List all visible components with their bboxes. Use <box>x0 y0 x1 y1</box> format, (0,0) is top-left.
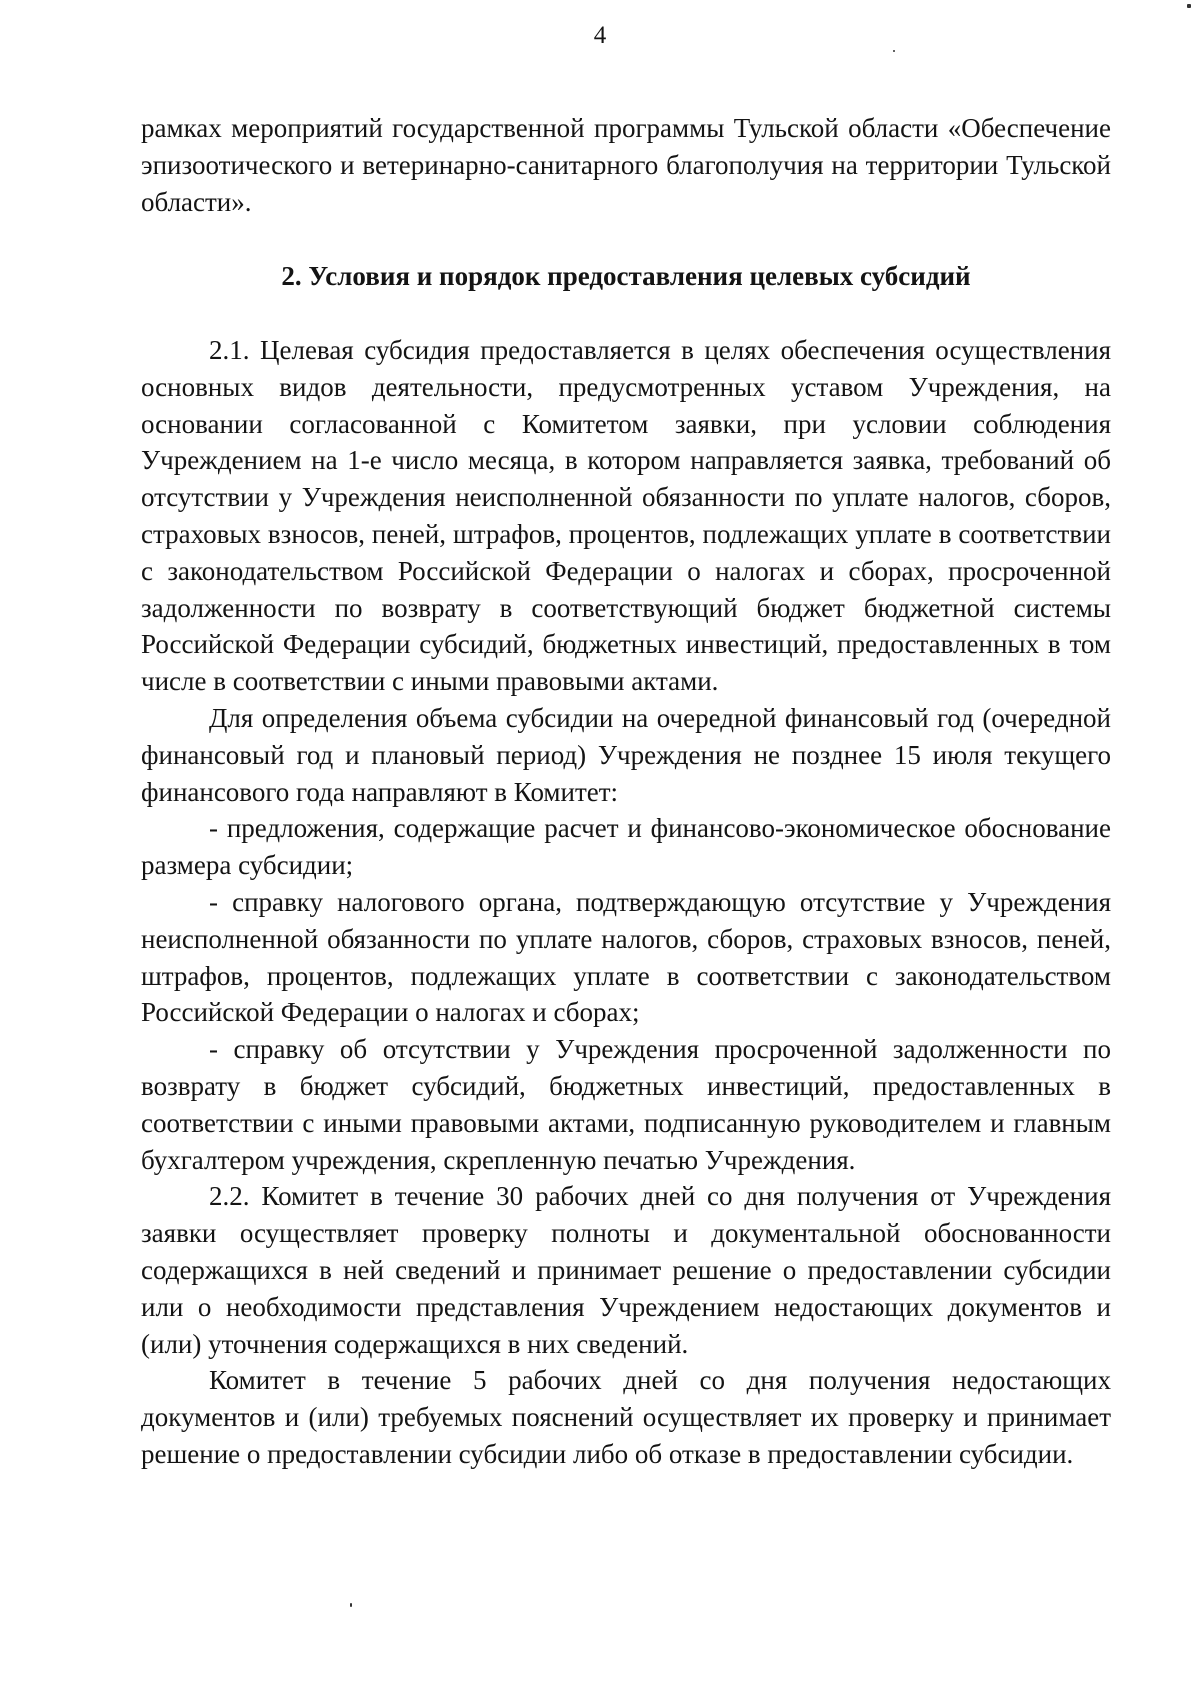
intro-paragraph <box>141 110 1111 220</box>
list-item-debt-certificate: - справку об отсутствии у Учреждения просроченной задолженности по возврату в бюджет субсидий, бюджетных инвестиций, предоставленных в соответствии с иными правовыми актами, подписанную руководителем и главным бухгалтером учреждения, скрепленную печатью Учреждения. <box>141 1034 1111 1175</box>
list-item-proposals: - предложения, содержащие расчет и финансово-экономическое обоснование размера субсидии; <box>141 813 1111 881</box>
paragraph-2-2: 2.2. Комитет в течение 30 рабочих дней со дня получения от Учреждения заявки осуществляет проверку полноты и документальной обоснованности содержащихся в ней сведений и принимает решение о предоставлении субсидии или о необходимости представления Учреждением недостающих документов и (или) уточнения содержащихся в них сведений. <box>141 1181 1111 1359</box>
page-number: 4 <box>593 22 607 49</box>
scan-speck <box>893 50 895 52</box>
section-heading: 2. Условия и порядок предоставления целевых субсидий <box>281 261 971 291</box>
scan-speck <box>1187 4 1191 8</box>
list-item-tax-certificate: - справку налогового органа, подтверждающую отсутствие у Учреждения неисполненной обязанности по уплате налогов, сборов, страховых взносов, пеней, штрафов, процентов, подлежащих уплате в соответствии с законодательством Российской Федерации о налогах и сборах; <box>141 886 1111 1028</box>
paragraph-2-1: 2.1. Целевая субсидия предоставляется в целях обеспечения осуществления основных видов деятельности, предусмотренных уставом Учреждения, на основании согласованной с Комитетом заявки, при условии соблюдения Учреждением на 1-е число месяца, в котором направляется заявка, требований об отсутствии у Учреждения неисполненной обязанности по уплате налогов, сборов, страховых взносов, пеней, штрафов, процентов, подлежащих уплате в соответствии с законодательством Российской Федерации о налогах и сборах, просроченной задолженности по возврату в соответствующий бюджет бюджетной системы Российской Федерации субсидий, бюджетных инвестиций, предоставленных в том числе в соответствии с иными правовыми актами. <box>141 335 1111 697</box>
scan-speck <box>350 1603 352 1607</box>
paragraph-subsidy-volume: Для определения объема субсидии на очередной финансовый год (очередной финансовый год и плановый период) Учреждения не позднее 15 июля текущего финансового года направляют в Комитет: <box>141 702 1111 807</box>
intro-text: рамках мероприятий государственной программы Тульской области «Обеспечение эпизоотического и ветеринарно-санитарного благополучия на территории Тульской области». <box>141 113 1111 217</box>
section-body <box>141 332 1111 1473</box>
paragraph-committee-review: Комитет в течение 5 рабочих дней со дня получения недостающих документов и (или) требуемых пояснений осуществляет их проверку и принимает решение о предоставлении субсидии либо об отказе в предоставлении субсидии. <box>141 1365 1111 1469</box>
